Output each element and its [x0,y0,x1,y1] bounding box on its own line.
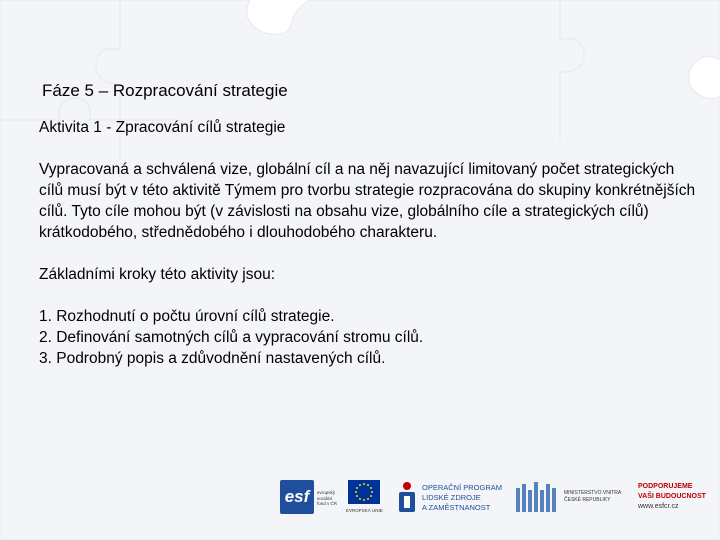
esf-logo-text: evropský sociální fond v ČR [317,490,338,506]
ministry-logo-icon [516,480,558,514]
slide-title: Fáze 5 – Rozpracování strategie [42,81,288,100]
ministry-logo-text: MINISTERSTVO VNITRA ČESKÉ REPUBLIKY [564,490,622,503]
list-item: 2. Definování samotných cílů a vypracování stromu cílů. [39,329,424,346]
esf-logo [280,478,383,518]
steps-intro: Základními kroky této aktivity jsou: [39,266,276,283]
slogan-logo [638,478,716,518]
op-lz-logo [396,478,506,518]
list-item: 3. Podrobný popis a zdůvodnění nastavených cílů. [39,350,386,367]
slogan-logo-text: PODPORUJEME VAŠI BUDOUCNOST www.esfcr.cz [638,483,706,510]
op-lz-logo-text: OPERAČNÍ PROGRAM LIDSKÉ ZDROJE A ZAMĚSTNANOST [422,483,503,512]
slide-content [39,117,699,369]
esf-url: www.esfcr.cz [638,503,679,510]
ministry-logo [516,478,632,518]
logo-strip [280,478,716,518]
esf-logo-icon: esf [280,480,314,514]
body-paragraph: Vypracovaná a schválená vize, globální cíl a na něj navazující limitovaný počet strategických cílů musí být v této aktivitě Týmem pro tvorbu strategie rozpracována do skupiny konkrétnějších cílů. Tyto cíle mohou být (v závislosti na obsahu vize, globálního cíle a strategických cílů) krátkodobého, střednědobého i dlouhodobého charakteru. [39,161,696,241]
eu-flag-icon [348,480,380,504]
op-lz-logo-icon [396,480,418,514]
eu-logo-text: EVROPSKÁ UNIE [346,508,383,513]
list-item: 1. Rozhodnutí o počtu úrovní cílů strategie. [39,308,335,325]
activity-heading: Aktivita 1 - Zpracování cílů strategie [39,119,286,136]
steps-list [39,306,699,369]
